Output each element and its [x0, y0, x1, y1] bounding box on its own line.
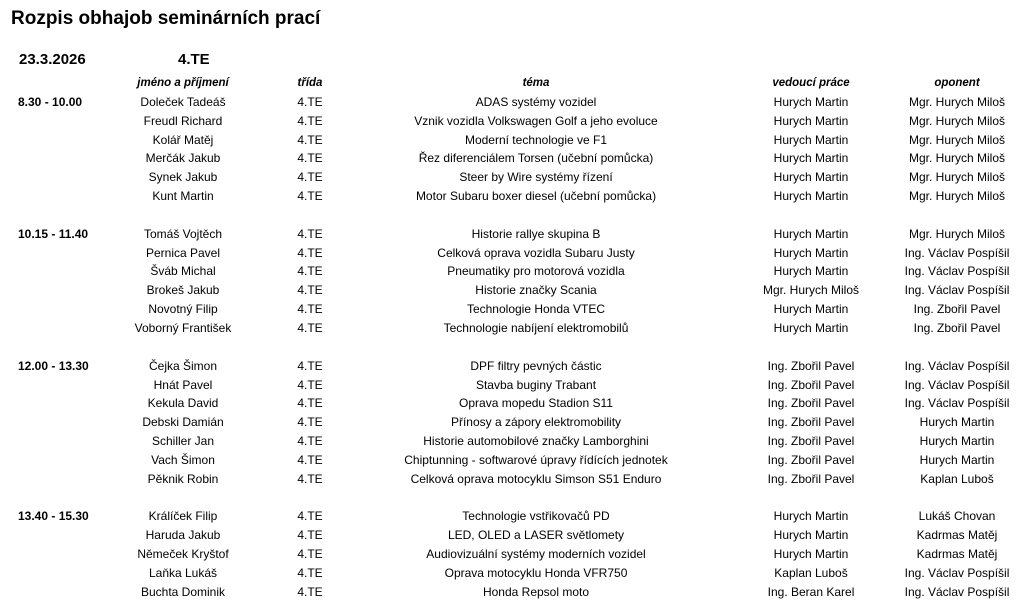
- thesis-opponent: Ing. Václav Pospíšil: [904, 396, 1010, 411]
- student-name: Novotný Filip: [148, 302, 218, 317]
- student-class: 4.TE: [297, 245, 323, 260]
- thesis-supervisor: Hurych Martin: [773, 320, 849, 335]
- student-name: Laňka Lukáš: [148, 565, 218, 580]
- thesis-opponent: Ing. Václav Pospíšil: [904, 358, 1010, 373]
- student-name: Pěknik Robin: [147, 471, 219, 486]
- student-name: Vach Šimon: [151, 452, 215, 467]
- thesis-topic: Motor Subaru boxer diesel (učební pomůcka): [415, 189, 657, 204]
- thesis-topic: Historie značky Scania: [475, 283, 597, 298]
- thesis-topic: Pneumatiky pro motorová vozidla: [447, 264, 625, 279]
- thesis-supervisor: Kaplan Luboš: [774, 565, 848, 580]
- student-name: Schiller Jan: [151, 434, 215, 449]
- thesis-supervisor: Ing. Beran Karel: [767, 584, 855, 599]
- student-name: Doleček Tadeáš: [140, 94, 226, 109]
- thesis-topic: Historie rallye skupina B: [471, 226, 601, 241]
- student-class: 4.TE: [297, 471, 323, 486]
- table-row: [0, 376, 1024, 395]
- thesis-supervisor: Hurych Martin: [773, 547, 849, 562]
- thesis-topic: Moderní technologie ve F1: [464, 132, 608, 147]
- thesis-supervisor: Hurych Martin: [773, 151, 849, 166]
- defense-schedule-table: [0, 74, 1024, 602]
- student-class: 4.TE: [297, 320, 323, 335]
- thesis-topic: DPF filtry pevných částic: [470, 358, 602, 373]
- table-row: [0, 131, 1024, 150]
- thesis-supervisor: Hurych Martin: [773, 170, 849, 185]
- table-row: [0, 187, 1024, 206]
- student-class: 4.TE: [297, 264, 323, 279]
- student-class: 4.TE: [297, 283, 323, 298]
- table-row: [0, 545, 1024, 564]
- thesis-supervisor: Ing. Zbořil Pavel: [767, 415, 855, 430]
- student-class: 4.TE: [297, 189, 323, 204]
- thesis-supervisor: Hurych Martin: [773, 132, 849, 147]
- block-spacer: [0, 206, 1024, 225]
- student-name: Šváb Michal: [150, 264, 216, 279]
- student-class: 4.TE: [297, 226, 323, 241]
- student-class: 4.TE: [297, 434, 323, 449]
- header-opponent: oponent: [934, 77, 980, 89]
- thesis-supervisor: Ing. Zbořil Pavel: [767, 434, 855, 449]
- thesis-opponent: Ing. Zbořil Pavel: [913, 320, 1001, 335]
- page-title: Rozpis obhajob seminárních prací: [11, 8, 321, 29]
- thesis-topic: Celková oprava vozidla Subaru Justy: [437, 245, 635, 260]
- thesis-opponent: Kadrmas Matěj: [916, 528, 998, 543]
- thesis-opponent: Ing. Václav Pospíšil: [904, 264, 1010, 279]
- table-row: [0, 93, 1024, 112]
- thesis-supervisor: Hurych Martin: [773, 113, 849, 128]
- student-name: Králíček Filip: [148, 509, 218, 524]
- thesis-opponent: Ing. Václav Pospíšil: [904, 584, 1010, 599]
- thesis-supervisor: Ing. Zbořil Pavel: [767, 358, 855, 373]
- table-row: [0, 583, 1024, 602]
- student-name: Hnát Pavel: [153, 377, 213, 392]
- thesis-topic: Oprava motocyklu Honda VFR750: [444, 565, 628, 580]
- header-lead: vedoucí práce: [772, 77, 850, 89]
- thesis-opponent: Ing. Václav Pospíšil: [904, 565, 1010, 580]
- student-class: 4.TE: [297, 302, 323, 317]
- student-class: 4.TE: [297, 113, 323, 128]
- table-row: [0, 168, 1024, 187]
- time-slot: 8.30 - 10.00: [18, 94, 83, 109]
- thesis-supervisor: Ing. Zbořil Pavel: [767, 396, 855, 411]
- thesis-opponent: Mgr. Hurych Miloš: [908, 226, 1006, 241]
- student-class: 4.TE: [297, 151, 323, 166]
- student-class: 4.TE: [297, 528, 323, 543]
- thesis-supervisor: Hurych Martin: [773, 189, 849, 204]
- thesis-opponent: Kaplan Luboš: [920, 471, 994, 486]
- table-row: [0, 262, 1024, 281]
- table-row: [0, 451, 1024, 470]
- student-class: 4.TE: [297, 170, 323, 185]
- student-name: Freudl Richard: [143, 113, 223, 128]
- table-row: [0, 225, 1024, 244]
- student-class: 4.TE: [297, 565, 323, 580]
- thesis-topic: Audiovizuální systémy moderních vozidel: [426, 547, 646, 562]
- table-row: [0, 413, 1024, 432]
- student-class: 4.TE: [297, 584, 323, 599]
- thesis-topic: Technologie vstřikovačů PD: [462, 509, 610, 524]
- thesis-topic: Řez diferenciálem Torsen (učební pomůcka): [418, 151, 654, 166]
- student-name: Haruda Jakub: [145, 528, 221, 543]
- student-name: Kekula David: [147, 396, 219, 411]
- thesis-supervisor: Ing. Zbořil Pavel: [767, 471, 855, 486]
- student-class: 4.TE: [297, 377, 323, 392]
- student-class: 4.TE: [297, 415, 323, 430]
- defense-date: 23.3.2026: [19, 51, 86, 68]
- thesis-opponent: Mgr. Hurych Miloš: [908, 132, 1006, 147]
- thesis-supervisor: Mgr. Hurych Miloš: [762, 283, 860, 298]
- thesis-supervisor: Hurych Martin: [773, 264, 849, 279]
- thesis-opponent: Mgr. Hurych Miloš: [908, 189, 1006, 204]
- student-name: Kunt Martin: [152, 189, 214, 204]
- table-row: [0, 319, 1024, 338]
- thesis-supervisor: Hurych Martin: [773, 94, 849, 109]
- student-name: Synek Jakub: [148, 170, 218, 185]
- student-class: 4.TE: [297, 452, 323, 467]
- student-class: 4.TE: [297, 94, 323, 109]
- student-class: 4.TE: [297, 396, 323, 411]
- thesis-topic: Steer by Wire systémy řízení: [459, 170, 613, 185]
- table-row: [0, 564, 1024, 583]
- thesis-topic: Technologie Honda VTEC: [466, 302, 606, 317]
- thesis-opponent: Mgr. Hurych Miloš: [908, 170, 1006, 185]
- student-class: 4.TE: [297, 132, 323, 147]
- thesis-supervisor: Hurych Martin: [773, 528, 849, 543]
- thesis-opponent: Ing. Zbořil Pavel: [913, 302, 1001, 317]
- header-topic: téma: [522, 77, 550, 89]
- thesis-topic: Vznik vozidla Volkswagen Golf a jeho evoluce: [414, 113, 658, 128]
- thesis-supervisor: Hurych Martin: [773, 302, 849, 317]
- thesis-supervisor: Hurych Martin: [773, 509, 849, 524]
- table-row: [0, 300, 1024, 319]
- table-row: [0, 470, 1024, 489]
- table-header-row: [0, 74, 1024, 93]
- table-row: [0, 112, 1024, 131]
- student-name: Tomáš Vojtěch: [143, 226, 223, 241]
- header-name: jméno a příjmení: [137, 77, 229, 89]
- thesis-opponent: Hurych Martin: [919, 415, 995, 430]
- thesis-topic: Honda Repsol moto: [482, 584, 590, 599]
- class-code: 4.TE: [178, 51, 210, 68]
- thesis-topic: Celková oprava motocyklu Simson S51 Enduro: [410, 471, 662, 486]
- block-spacer: [0, 338, 1024, 357]
- thesis-opponent: Kadrmas Matěj: [916, 547, 998, 562]
- table-row: [0, 149, 1024, 168]
- student-class: 4.TE: [297, 509, 323, 524]
- thesis-topic: Stavba buginy Trabant: [475, 377, 597, 392]
- table-row: [0, 357, 1024, 376]
- thesis-supervisor: Hurych Martin: [773, 226, 849, 241]
- thesis-topic: ADAS systémy vozidel: [475, 94, 597, 109]
- thesis-supervisor: Ing. Zbořil Pavel: [767, 377, 855, 392]
- student-name: Voborný František: [134, 320, 232, 335]
- thesis-topic: Oprava mopedu Stadion S11: [459, 396, 613, 411]
- thesis-topic: Technologie nabíjení elektromobilů: [443, 320, 629, 335]
- student-name: Němeček Kryštof: [137, 547, 229, 562]
- table-row: [0, 394, 1024, 413]
- thesis-topic: Historie automobilové značky Lamborghini: [423, 434, 649, 449]
- table-row: [0, 281, 1024, 300]
- thesis-opponent: Mgr. Hurych Miloš: [908, 113, 1006, 128]
- student-name: Debski Damián: [142, 415, 224, 430]
- table-row: [0, 432, 1024, 451]
- table-row: [0, 244, 1024, 263]
- thesis-topic: Přínosy a zápory elektromobility: [450, 415, 622, 430]
- thesis-opponent: Lukáš Chovan: [918, 509, 996, 524]
- student-name: Kolář Matěj: [152, 132, 214, 147]
- student-name: Buchta Dominik: [140, 584, 226, 599]
- student-name: Pernica Pavel: [145, 245, 221, 260]
- time-blocks: [0, 93, 1024, 602]
- header-class: třída: [297, 77, 323, 89]
- thesis-supervisor: Hurych Martin: [773, 245, 849, 260]
- thesis-supervisor: Ing. Zbořil Pavel: [767, 452, 855, 467]
- student-class: 4.TE: [297, 547, 323, 562]
- student-name: Brokeš Jakub: [146, 283, 220, 298]
- thesis-opponent: Ing. Václav Pospíšil: [904, 245, 1010, 260]
- table-row: [0, 507, 1024, 526]
- thesis-opponent: Hurych Martin: [919, 434, 995, 449]
- block-spacer: [0, 489, 1024, 508]
- thesis-opponent: Mgr. Hurych Miloš: [908, 94, 1006, 109]
- time-slot: 13.40 - 15.30: [18, 509, 89, 524]
- thesis-topic: LED, OLED a LASER světlomety: [447, 528, 625, 543]
- thesis-opponent: Mgr. Hurych Miloš: [908, 151, 1006, 166]
- thesis-opponent: Ing. Václav Pospíšil: [904, 377, 1010, 392]
- student-class: 4.TE: [297, 358, 323, 373]
- student-name: Čejka Šimon: [148, 358, 218, 373]
- time-slot: 10.15 - 11.40: [18, 226, 89, 241]
- time-slot: 12.00 - 13.30: [18, 358, 89, 373]
- thesis-topic: Chiptunning - softwarové úpravy řídících jednotek: [404, 452, 668, 467]
- table-row: [0, 526, 1024, 545]
- thesis-opponent: Hurych Martin: [919, 452, 995, 467]
- student-name: Merčák Jakub: [145, 151, 221, 166]
- thesis-opponent: Ing. Václav Pospíšil: [904, 283, 1010, 298]
